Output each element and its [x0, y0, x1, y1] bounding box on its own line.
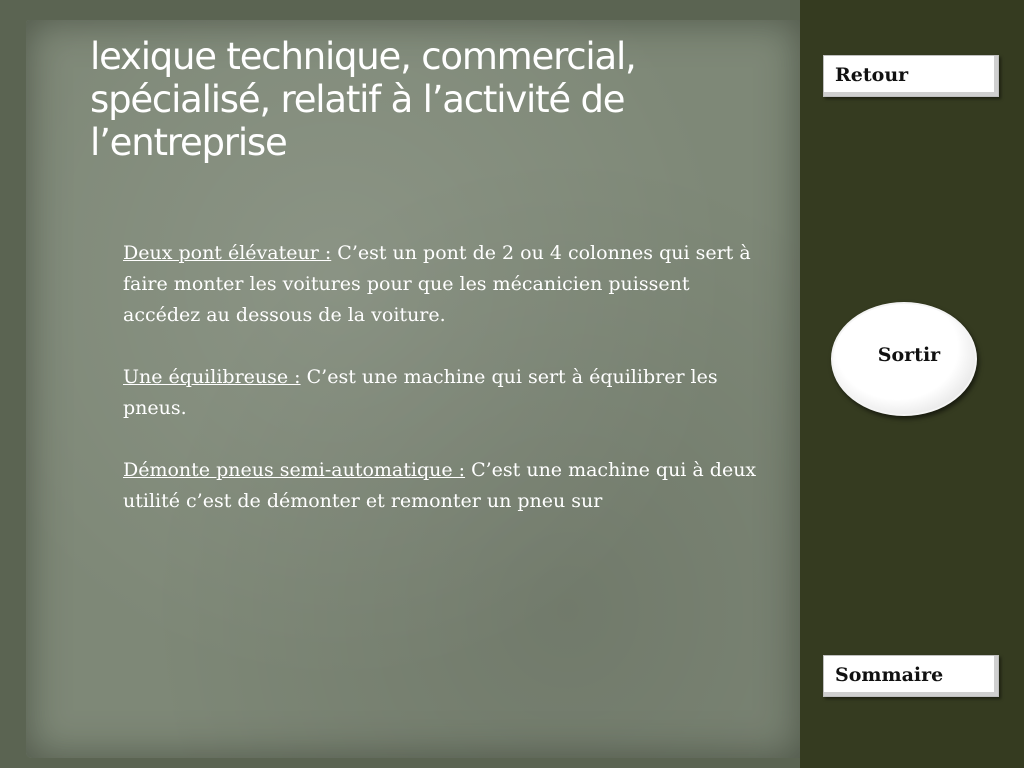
lexicon-entry [123, 455, 763, 517]
lexicon-definition: C’est un pont de 2 ou 4 colonnes qui sert à faire monter les voitures pour que les mécanicien puissent accédez au dessous de la voiture. [123, 242, 751, 326]
lexicon-entry [123, 238, 763, 331]
lexicon-term: Une équilibreuse : [123, 366, 301, 388]
retour-button[interactable]: Retour [823, 55, 999, 97]
slide-title: lexique technique, commercial, spécialisé, relatif à l’activité de l’entreprise [90, 35, 636, 164]
lexicon-term: Deux pont élévateur : [123, 242, 332, 264]
lexicon-content [123, 238, 763, 548]
sommaire-button[interactable]: Sommaire [823, 655, 999, 697]
lexicon-definition: C’est une machine qui sert à équilibrer les pneus. [123, 366, 718, 419]
lexicon-term: Démonte pneus semi-automatique : [123, 459, 466, 481]
lexicon-definition: C’est une machine qui à deux utilité c’est de démonter et remonter un pneu sur [123, 459, 757, 512]
lexicon-entry [123, 362, 763, 424]
sortir-button[interactable]: Sortir [831, 302, 977, 416]
